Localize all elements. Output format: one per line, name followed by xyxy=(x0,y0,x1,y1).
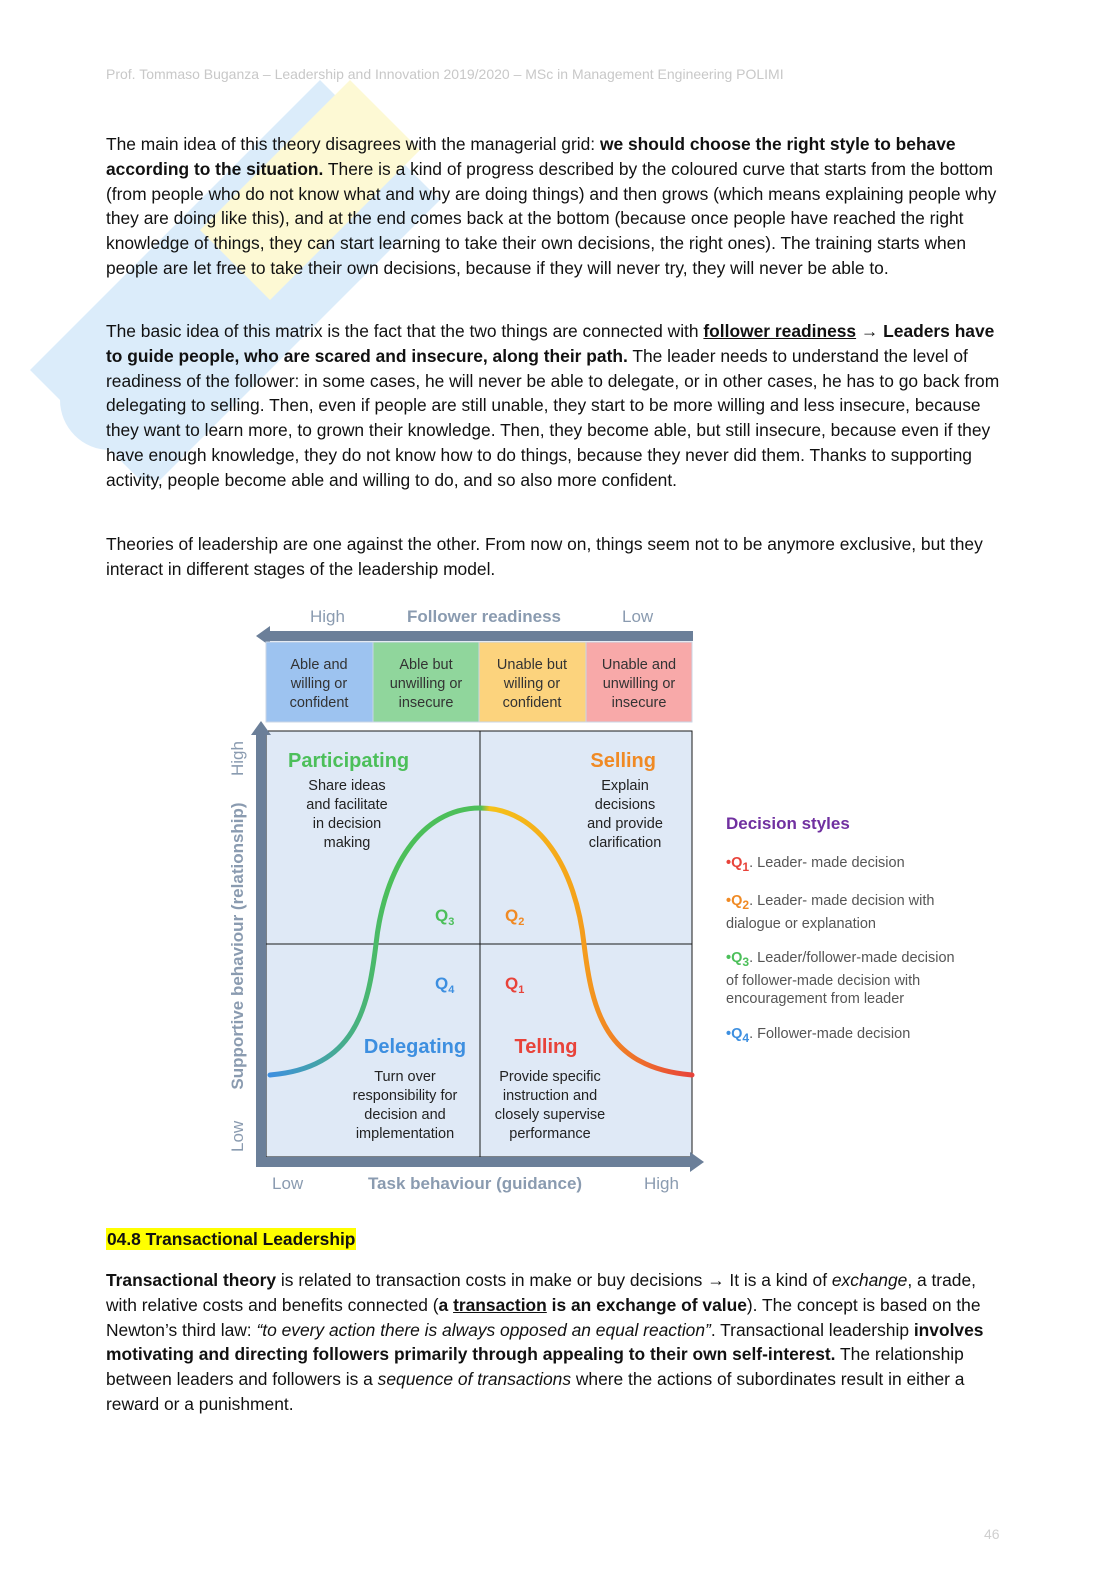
readiness-box-r4 xyxy=(586,642,692,722)
supportive-axis-bar xyxy=(256,733,266,1165)
supportive-axis-title: Supportive behaviour (relationship) xyxy=(228,802,247,1090)
legend-title: Decision styles xyxy=(726,814,850,833)
svg-text:and facilitate: and facilitate xyxy=(306,797,388,813)
svg-text:Unable and: Unable and xyxy=(601,657,677,673)
svg-text:instruction and: instruction and xyxy=(502,1088,598,1104)
task-axis-title: Task behaviour (guidance) xyxy=(367,1174,583,1193)
svg-text:Selling: Selling xyxy=(590,750,656,772)
follower-readiness-term: follower readiness xyxy=(703,321,857,341)
legend-item-q2: $•Q_2$. Leader- made decision with dialogue or explanation xyxy=(726,893,935,932)
paragraph-transactional: Transactional theory is related to transaction costs in make or buy decisions → It is a kind of exchange, a trade, with relative costs and benefits connected (a transaction is an exchange of value). The concept is based on the Newton’s third law: “to every action there is always opposed an equal reaction”. Transactional leadership involves motivating and directing followers primarily through appealing to their own self-interest. The relationship between leaders and followers is a sequence of transactions where the actions of subordinates result in either a reward or a punishment. xyxy=(106,1270,984,1414)
paragraph-situational-theory: The main idea of this theory disagrees with the managerial grid: we should choose the right style to behave according to the situation. There is a kind of progress described by the coloured curve that starts from the bottom (from people who do not know what and why are doing things) and then grows (which means explaining people why they are doing like this), and at the end comes back at the bottom (because once people have reached the right knowledge of things, they can start learning to take their own decisions, the right ones). The training starts when people are let free to take their own decisions, because if they will never try, they will never be able to. xyxy=(106,134,997,278)
task-axis-arrowhead xyxy=(690,1152,704,1172)
svg-text:making: making xyxy=(323,835,371,851)
q1-marker: $Q_1$ xyxy=(505,974,525,996)
supportive-high-label: High xyxy=(228,741,247,776)
svg-text:willing or: willing or xyxy=(290,676,348,692)
svg-text:Able and: Able and xyxy=(290,657,348,673)
svg-text:unwilling or: unwilling or xyxy=(602,676,676,692)
svg-text:Able but: Able but xyxy=(399,657,453,673)
svg-text:responsibility for: responsibility for xyxy=(352,1088,458,1104)
svg-text:insecure: insecure xyxy=(611,695,667,711)
q4-marker: $Q_4$ xyxy=(435,974,455,996)
svg-text:confident: confident xyxy=(502,695,562,711)
svg-text:implementation: implementation xyxy=(355,1126,455,1142)
svg-text:and provide: and provide xyxy=(587,816,663,832)
svg-text:Participating: Participating xyxy=(288,750,410,772)
readiness-axis-title: Follower readiness xyxy=(407,607,561,626)
readiness-high-label: High xyxy=(310,607,345,626)
svg-text:in decision: in decision xyxy=(312,816,382,832)
task-high-label: High xyxy=(644,1174,679,1193)
svg-text:closely supervise: closely supervise xyxy=(494,1107,606,1123)
readiness-axis-bar xyxy=(268,631,693,641)
svg-text:Share ideas: Share ideas xyxy=(308,778,386,794)
legend-item-q1: $•Q_1$. Leader- made decision xyxy=(726,855,905,874)
supportive-axis-arrowhead xyxy=(251,721,271,735)
svg-text:Telling: Telling xyxy=(514,1036,578,1058)
svg-text:performance: performance xyxy=(509,1126,591,1142)
q2-marker: $Q_2$ xyxy=(505,906,525,928)
readiness-box-r2 xyxy=(373,642,479,722)
svg-text:Turn over: Turn over xyxy=(374,1069,436,1085)
svg-text:Unable but: Unable but xyxy=(496,657,568,673)
svg-text:willing or: willing or xyxy=(503,676,561,692)
paragraph-matrix: The basic idea of this matrix is the fact that the two things are connected with follower readiness → Leaders have to guide people, who are scared and insecure, along their path. The leader needs to understand the level of readiness of the follower: in some cases, he will never be able to delegate, or in other cases, he has to go back from delegating to selling. Then, even if people are still unable, they start to be more willing and less insecure, because they want to learn more, to grown their knowledge. Then, they become able, but still insecure, because even if they have enough knowledge, they do not know how to do things, because they never did them. Thanks to supporting activity, people become able and willing to do, and so also more confident. xyxy=(106,321,1000,490)
section-title: 04.8 Transactional Leadership xyxy=(107,1229,356,1249)
svg-text:decision and: decision and xyxy=(364,1107,446,1123)
svg-text:Delegating: Delegating xyxy=(363,1036,467,1058)
decision-styles-legend xyxy=(726,814,956,1063)
q3-marker: $Q_3$ xyxy=(435,906,455,928)
legend-item-q4: $•Q_4$. Follower-made decision xyxy=(726,1025,911,1045)
page-number: 46 xyxy=(984,1526,1000,1542)
readiness-low-label: Low xyxy=(622,607,654,626)
selling-quadrant-text xyxy=(587,750,663,851)
legend-item-q3: $•Q_3$. Leader/follower-made decision of follower-made decision with encouragement from leader xyxy=(726,950,955,1008)
task-low-label: Low xyxy=(272,1174,304,1193)
task-axis-bar xyxy=(256,1157,692,1167)
svg-text:confident: confident xyxy=(289,695,349,711)
page-header: Prof. Tommaso Buganza – Leadership and Innovation 2019/2020 – MSc in Management Engineering POLIMI xyxy=(106,66,784,82)
readiness-box-r3 xyxy=(479,642,586,722)
svg-text:clarification: clarification xyxy=(588,835,662,851)
readiness-box-r1 xyxy=(266,642,373,722)
svg-text:insecure: insecure xyxy=(398,695,454,711)
paragraph-theories: Theories of leadership are one against the other. From now on, things seem not to be anymore exclusive, but they interact in different stages of the leadership model. xyxy=(106,534,983,579)
svg-text:Provide specific: Provide specific xyxy=(499,1069,601,1085)
delegating-quadrant-text xyxy=(353,1036,467,1142)
svg-text:Explain: Explain xyxy=(601,778,649,794)
supportive-low-label: Low xyxy=(228,1120,247,1152)
svg-text:unwilling or: unwilling or xyxy=(389,676,463,692)
svg-text:decisions: decisions xyxy=(594,797,656,813)
